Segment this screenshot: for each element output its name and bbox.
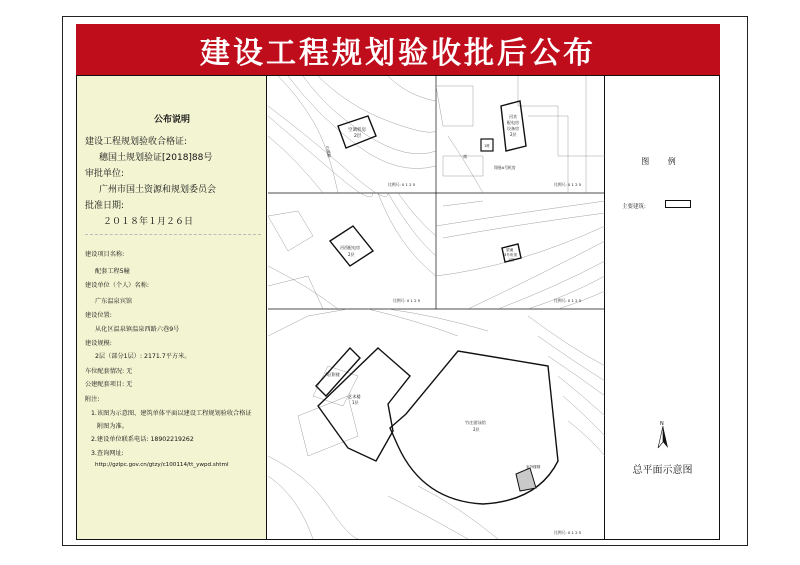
art-label: 艺术楼	[348, 394, 361, 399]
tr-left-label: 商	[463, 154, 467, 159]
ml-building-label: 河西配电房	[340, 245, 360, 250]
location-label: 建设位置:	[85, 312, 112, 319]
location-value: 从化区温泉镇温泉西路六巷9号	[95, 326, 180, 333]
notice-heading: 公布说明	[153, 115, 190, 125]
tl-building-label: 空调机房	[348, 128, 366, 133]
note-3: 3.查询网址:	[91, 450, 124, 457]
notes-label: 附注:	[85, 396, 100, 403]
scale-value: 2层（部分1层）: 2171.7平方米。	[95, 353, 191, 360]
art-building	[318, 348, 410, 461]
natatorium-label: 竹庄游泳馆	[465, 420, 486, 425]
tr-scale: 比例尺: 0 1 2 5	[554, 182, 582, 187]
mr-label-3: 1层	[508, 258, 514, 262]
master-plan-caption: 总平面示意图	[632, 465, 693, 476]
unit-value: 广东温泉宾馆	[95, 298, 133, 305]
title-banner	[76, 24, 720, 76]
mr-label-1: 望溪	[506, 248, 514, 252]
notice-panel	[77, 76, 267, 539]
site-maps	[268, 76, 605, 539]
site-plan-drawing	[268, 76, 605, 539]
project-label: 建设项目名称:	[85, 251, 125, 258]
ml-scale: 比例尺: 0 1 2 5	[393, 298, 421, 303]
tl-road-label: 山道路	[325, 145, 333, 158]
legend-panel	[605, 76, 720, 539]
north-label: N	[660, 421, 664, 427]
project-value: 配套工程5幢	[95, 268, 130, 275]
legend-title: 图 例	[641, 157, 684, 166]
parking-line: 车位配套情况: 无	[85, 368, 133, 375]
tr-small-label: 1栋	[484, 144, 490, 148]
permit-label: 建设工程规划验收合格证:	[85, 137, 188, 147]
tr-label-2: 配电房	[507, 120, 519, 125]
art-floors: 1层	[352, 400, 359, 405]
approver-label: 审批单位:	[85, 169, 125, 179]
public-line: 公建配套项目: 无	[85, 381, 133, 388]
contour-lines-tr	[436, 76, 605, 193]
note-2: 2.建设单位联系电话: 18902219262	[91, 436, 194, 443]
tr-label-4: 2层	[510, 132, 517, 137]
date-label: 批准日期:	[85, 201, 125, 211]
north-arrow-icon	[653, 420, 673, 452]
note-1: 1.该图为示意图、建筑单体平面以建设工程规划验收合格证	[91, 410, 252, 417]
legend-key-swatch	[665, 200, 691, 208]
scale-label: 建设规模:	[85, 340, 112, 347]
ml-building-floors: 2层	[348, 252, 355, 257]
page-title: 建设工程规划验收批后公布	[200, 35, 596, 71]
mr-label-2: 3号所顶	[504, 253, 518, 257]
tr-bottom-label: 翔展A号机房	[494, 165, 516, 170]
tl-building-floors: 2层	[354, 134, 362, 139]
annex-label: A区附楼	[325, 372, 340, 377]
note-3-url: http://gzlpc.gov.cn/gtzy/c100114/tt_ywpd.shtml	[95, 462, 229, 468]
mr-scale: 比例尺: 0 1 2 5	[554, 298, 582, 303]
legend-key-label: 主要建筑:	[622, 204, 646, 210]
unit-label: 建设单位（个人）名称:	[85, 282, 149, 289]
big-scale: 比例尺: 0 1 2 5	[554, 530, 582, 535]
outdoor-stair	[516, 468, 536, 491]
date-value: ２０１８年１月２６日	[103, 217, 194, 227]
tr-label-3: 设备房	[507, 126, 519, 131]
tr-label-1: 河宾	[509, 114, 517, 119]
stair-label: 室外楼梯	[526, 465, 541, 469]
note-1b: 附图为准。	[97, 423, 128, 430]
contour-lines-tl	[268, 76, 436, 197]
divider	[85, 234, 261, 235]
approver-value: 广州市国土资源和规划委员会	[99, 185, 217, 195]
contour-lines-ml	[268, 193, 436, 309]
natatorium-floors: 2层	[473, 427, 480, 432]
permit-value: 穗国土规划验证[2018]88号	[99, 153, 213, 163]
tl-scale: 比例尺: 0 1 2 5	[388, 182, 416, 187]
